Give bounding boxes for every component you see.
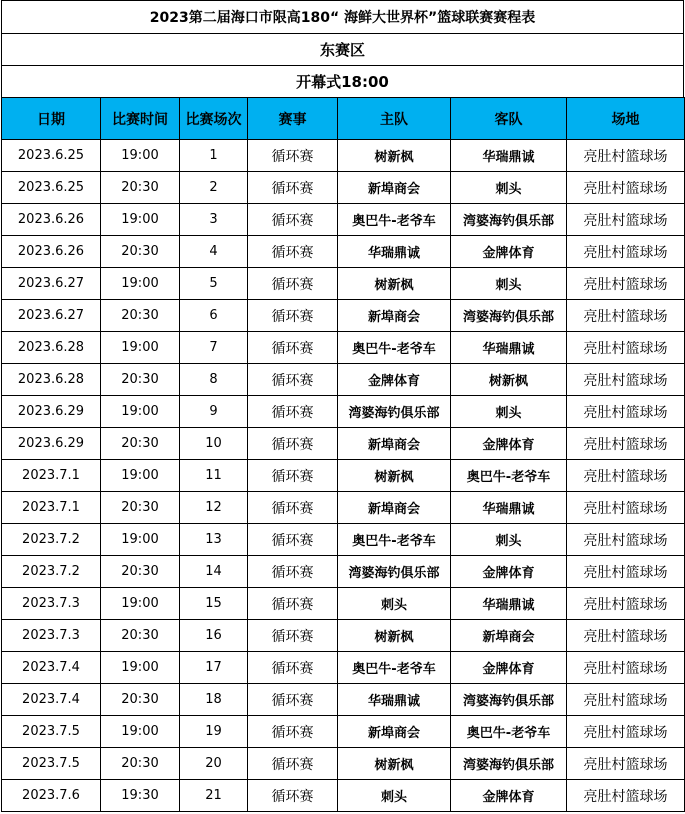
table-row xyxy=(2,460,685,492)
cell-away-team: 奥巴牛-老爷车 xyxy=(451,460,567,492)
cell-home-team: 树新枫 xyxy=(338,748,451,780)
cell-home-team: 金牌体育 xyxy=(338,364,451,396)
cell-date: 2023.7.2 xyxy=(2,556,101,588)
cell-match-number: 8 xyxy=(180,364,248,396)
cell-event: 循环赛 xyxy=(248,492,338,524)
cell-event: 循环赛 xyxy=(248,780,338,812)
cell-match-number: 2 xyxy=(180,172,248,204)
cell-match-number: 7 xyxy=(180,332,248,364)
cell-event: 循环赛 xyxy=(248,524,338,556)
cell-venue: 亮肚村篮球场 xyxy=(567,172,685,204)
cell-home-team: 刺头 xyxy=(338,780,451,812)
table-row xyxy=(2,556,685,588)
cell-match-number: 10 xyxy=(180,428,248,460)
cell-time: 19:00 xyxy=(101,652,180,684)
cell-away-team: 华瑞鼎诚 xyxy=(451,140,567,172)
cell-date: 2023.7.1 xyxy=(2,492,101,524)
cell-home-team: 刺头 xyxy=(338,588,451,620)
cell-away-team: 华瑞鼎诚 xyxy=(451,588,567,620)
table-row xyxy=(2,236,685,268)
cell-event: 循环赛 xyxy=(248,620,338,652)
cell-venue: 亮肚村篮球场 xyxy=(567,332,685,364)
cell-venue: 亮肚村篮球场 xyxy=(567,524,685,556)
cell-match-number: 16 xyxy=(180,620,248,652)
cell-away-team: 湾婆海钓俱乐部 xyxy=(451,300,567,332)
cell-time: 20:30 xyxy=(101,236,180,268)
cell-match-number: 11 xyxy=(180,460,248,492)
cell-match-number: 12 xyxy=(180,492,248,524)
cell-event: 循环赛 xyxy=(248,172,338,204)
table-row xyxy=(2,748,685,780)
cell-event: 循环赛 xyxy=(248,684,338,716)
cell-home-team: 奥巴牛-老爷车 xyxy=(338,652,451,684)
cell-time: 19:00 xyxy=(101,204,180,236)
cell-match-number: 21 xyxy=(180,780,248,812)
cell-venue: 亮肚村篮球场 xyxy=(567,140,685,172)
cell-venue: 亮肚村篮球场 xyxy=(567,204,685,236)
cell-venue: 亮肚村篮球场 xyxy=(567,460,685,492)
cell-time: 19:00 xyxy=(101,716,180,748)
cell-home-team: 奥巴牛-老爷车 xyxy=(338,524,451,556)
cell-event: 循环赛 xyxy=(248,300,338,332)
cell-venue: 亮肚村篮球场 xyxy=(567,588,685,620)
zone-label: 东赛区 xyxy=(1,33,684,65)
cell-venue: 亮肚村篮球场 xyxy=(567,364,685,396)
schedule-body xyxy=(2,140,685,812)
cell-away-team: 刺头 xyxy=(451,524,567,556)
cell-venue: 亮肚村篮球场 xyxy=(567,268,685,300)
cell-date: 2023.6.27 xyxy=(2,268,101,300)
cell-away-team: 奥巴牛-老爷车 xyxy=(451,716,567,748)
column-header-event: 赛事 xyxy=(248,98,338,140)
cell-time: 19:00 xyxy=(101,588,180,620)
cell-away-team: 新埠商会 xyxy=(451,620,567,652)
cell-home-team: 新埠商会 xyxy=(338,300,451,332)
cell-event: 循环赛 xyxy=(248,236,338,268)
cell-home-team: 新埠商会 xyxy=(338,492,451,524)
cell-date: 2023.7.5 xyxy=(2,716,101,748)
cell-match-number: 18 xyxy=(180,684,248,716)
cell-date: 2023.6.26 xyxy=(2,236,101,268)
cell-venue: 亮肚村篮球场 xyxy=(567,236,685,268)
cell-time: 20:30 xyxy=(101,172,180,204)
cell-match-number: 20 xyxy=(180,748,248,780)
cell-date: 2023.6.29 xyxy=(2,428,101,460)
cell-venue: 亮肚村篮球场 xyxy=(567,428,685,460)
cell-date: 2023.7.4 xyxy=(2,684,101,716)
cell-away-team: 湾婆海钓俱乐部 xyxy=(451,204,567,236)
cell-time: 19:00 xyxy=(101,396,180,428)
cell-away-team: 刺头 xyxy=(451,396,567,428)
cell-venue: 亮肚村篮球场 xyxy=(567,780,685,812)
cell-home-team: 湾婆海钓俱乐部 xyxy=(338,396,451,428)
cell-home-team: 新埠商会 xyxy=(338,716,451,748)
cell-home-team: 华瑞鼎诚 xyxy=(338,236,451,268)
cell-match-number: 1 xyxy=(180,140,248,172)
cell-away-team: 湾婆海钓俱乐部 xyxy=(451,684,567,716)
cell-home-team: 树新枫 xyxy=(338,140,451,172)
cell-away-team: 华瑞鼎诚 xyxy=(451,492,567,524)
table-row xyxy=(2,396,685,428)
cell-time: 19:00 xyxy=(101,268,180,300)
cell-date: 2023.7.6 xyxy=(2,780,101,812)
table-header-row xyxy=(2,98,685,140)
cell-away-team: 金牌体育 xyxy=(451,652,567,684)
cell-event: 循环赛 xyxy=(248,460,338,492)
cell-date: 2023.6.26 xyxy=(2,204,101,236)
cell-away-team: 刺头 xyxy=(451,172,567,204)
cell-time: 20:30 xyxy=(101,428,180,460)
cell-time: 20:30 xyxy=(101,364,180,396)
cell-home-team: 奥巴牛-老爷车 xyxy=(338,332,451,364)
cell-date: 2023.6.28 xyxy=(2,332,101,364)
cell-date: 2023.7.4 xyxy=(2,652,101,684)
cell-date: 2023.6.27 xyxy=(2,300,101,332)
column-header-time: 比赛时间 xyxy=(101,98,180,140)
cell-time: 20:30 xyxy=(101,748,180,780)
cell-time: 19:00 xyxy=(101,332,180,364)
table-row xyxy=(2,684,685,716)
cell-venue: 亮肚村篮球场 xyxy=(567,492,685,524)
cell-home-team: 树新枫 xyxy=(338,268,451,300)
table-row xyxy=(2,300,685,332)
cell-away-team: 刺头 xyxy=(451,268,567,300)
table-row xyxy=(2,716,685,748)
cell-match-number: 13 xyxy=(180,524,248,556)
cell-venue: 亮肚村篮球场 xyxy=(567,684,685,716)
cell-home-team: 树新枫 xyxy=(338,460,451,492)
cell-event: 循环赛 xyxy=(248,588,338,620)
cell-home-team: 华瑞鼎诚 xyxy=(338,684,451,716)
table-row xyxy=(2,588,685,620)
cell-match-number: 3 xyxy=(180,204,248,236)
cell-date: 2023.6.25 xyxy=(2,140,101,172)
cell-event: 循环赛 xyxy=(248,396,338,428)
cell-venue: 亮肚村篮球场 xyxy=(567,620,685,652)
cell-match-number: 15 xyxy=(180,588,248,620)
cell-away-team: 湾婆海钓俱乐部 xyxy=(451,748,567,780)
cell-venue: 亮肚村篮球场 xyxy=(567,396,685,428)
table-row xyxy=(2,524,685,556)
cell-time: 19:00 xyxy=(101,140,180,172)
cell-event: 循环赛 xyxy=(248,748,338,780)
cell-home-team: 新埠商会 xyxy=(338,172,451,204)
cell-event: 循环赛 xyxy=(248,428,338,460)
cell-event: 循环赛 xyxy=(248,204,338,236)
cell-match-number: 19 xyxy=(180,716,248,748)
table-row xyxy=(2,268,685,300)
cell-event: 循环赛 xyxy=(248,652,338,684)
cell-time: 20:30 xyxy=(101,684,180,716)
cell-venue: 亮肚村篮球场 xyxy=(567,300,685,332)
cell-match-number: 9 xyxy=(180,396,248,428)
cell-time: 19:00 xyxy=(101,460,180,492)
cell-match-number: 4 xyxy=(180,236,248,268)
cell-away-team: 金牌体育 xyxy=(451,428,567,460)
cell-match-number: 14 xyxy=(180,556,248,588)
column-header-date: 日期 xyxy=(2,98,101,140)
cell-home-team: 新埠商会 xyxy=(338,428,451,460)
cell-date: 2023.6.25 xyxy=(2,172,101,204)
column-header-match-number: 比赛场次 xyxy=(180,98,248,140)
table-row xyxy=(2,140,685,172)
cell-event: 循环赛 xyxy=(248,556,338,588)
table-row xyxy=(2,620,685,652)
cell-match-number: 6 xyxy=(180,300,248,332)
cell-event: 循环赛 xyxy=(248,140,338,172)
cell-time: 20:30 xyxy=(101,492,180,524)
cell-away-team: 华瑞鼎诚 xyxy=(451,332,567,364)
cell-away-team: 金牌体育 xyxy=(451,780,567,812)
cell-time: 20:30 xyxy=(101,300,180,332)
cell-match-number: 5 xyxy=(180,268,248,300)
table-row xyxy=(2,364,685,396)
cell-venue: 亮肚村篮球场 xyxy=(567,748,685,780)
cell-date: 2023.7.3 xyxy=(2,588,101,620)
table-row xyxy=(2,204,685,236)
table-row xyxy=(2,332,685,364)
cell-away-team: 金牌体育 xyxy=(451,236,567,268)
cell-venue: 亮肚村篮球场 xyxy=(567,556,685,588)
cell-date: 2023.6.28 xyxy=(2,364,101,396)
schedule-title: 2023第二届海口市限高180“ 海鲜大世界杯”篮球联赛赛程表 xyxy=(1,0,684,33)
opening-ceremony-label: 开幕式18:00 xyxy=(1,65,684,97)
schedule-sheet xyxy=(1,0,684,812)
cell-venue: 亮肚村篮球场 xyxy=(567,716,685,748)
cell-time: 20:30 xyxy=(101,556,180,588)
cell-time: 19:30 xyxy=(101,780,180,812)
table-row xyxy=(2,428,685,460)
schedule-table xyxy=(1,97,685,812)
cell-date: 2023.6.29 xyxy=(2,396,101,428)
table-row xyxy=(2,492,685,524)
cell-home-team: 奥巴牛-老爷车 xyxy=(338,204,451,236)
cell-venue: 亮肚村篮球场 xyxy=(567,652,685,684)
column-header-away-team: 客队 xyxy=(451,98,567,140)
cell-away-team: 金牌体育 xyxy=(451,556,567,588)
cell-match-number: 17 xyxy=(180,652,248,684)
table-row xyxy=(2,652,685,684)
cell-event: 循环赛 xyxy=(248,332,338,364)
cell-event: 循环赛 xyxy=(248,364,338,396)
cell-date: 2023.7.3 xyxy=(2,620,101,652)
cell-date: 2023.7.5 xyxy=(2,748,101,780)
cell-event: 循环赛 xyxy=(248,268,338,300)
cell-home-team: 树新枫 xyxy=(338,620,451,652)
column-header-venue: 场地 xyxy=(567,98,685,140)
cell-date: 2023.7.1 xyxy=(2,460,101,492)
cell-date: 2023.7.2 xyxy=(2,524,101,556)
cell-event: 循环赛 xyxy=(248,716,338,748)
table-row xyxy=(2,172,685,204)
cell-home-team: 湾婆海钓俱乐部 xyxy=(338,556,451,588)
table-row xyxy=(2,780,685,812)
cell-time: 19:00 xyxy=(101,524,180,556)
column-header-home-team: 主队 xyxy=(338,98,451,140)
cell-away-team: 树新枫 xyxy=(451,364,567,396)
cell-time: 20:30 xyxy=(101,620,180,652)
